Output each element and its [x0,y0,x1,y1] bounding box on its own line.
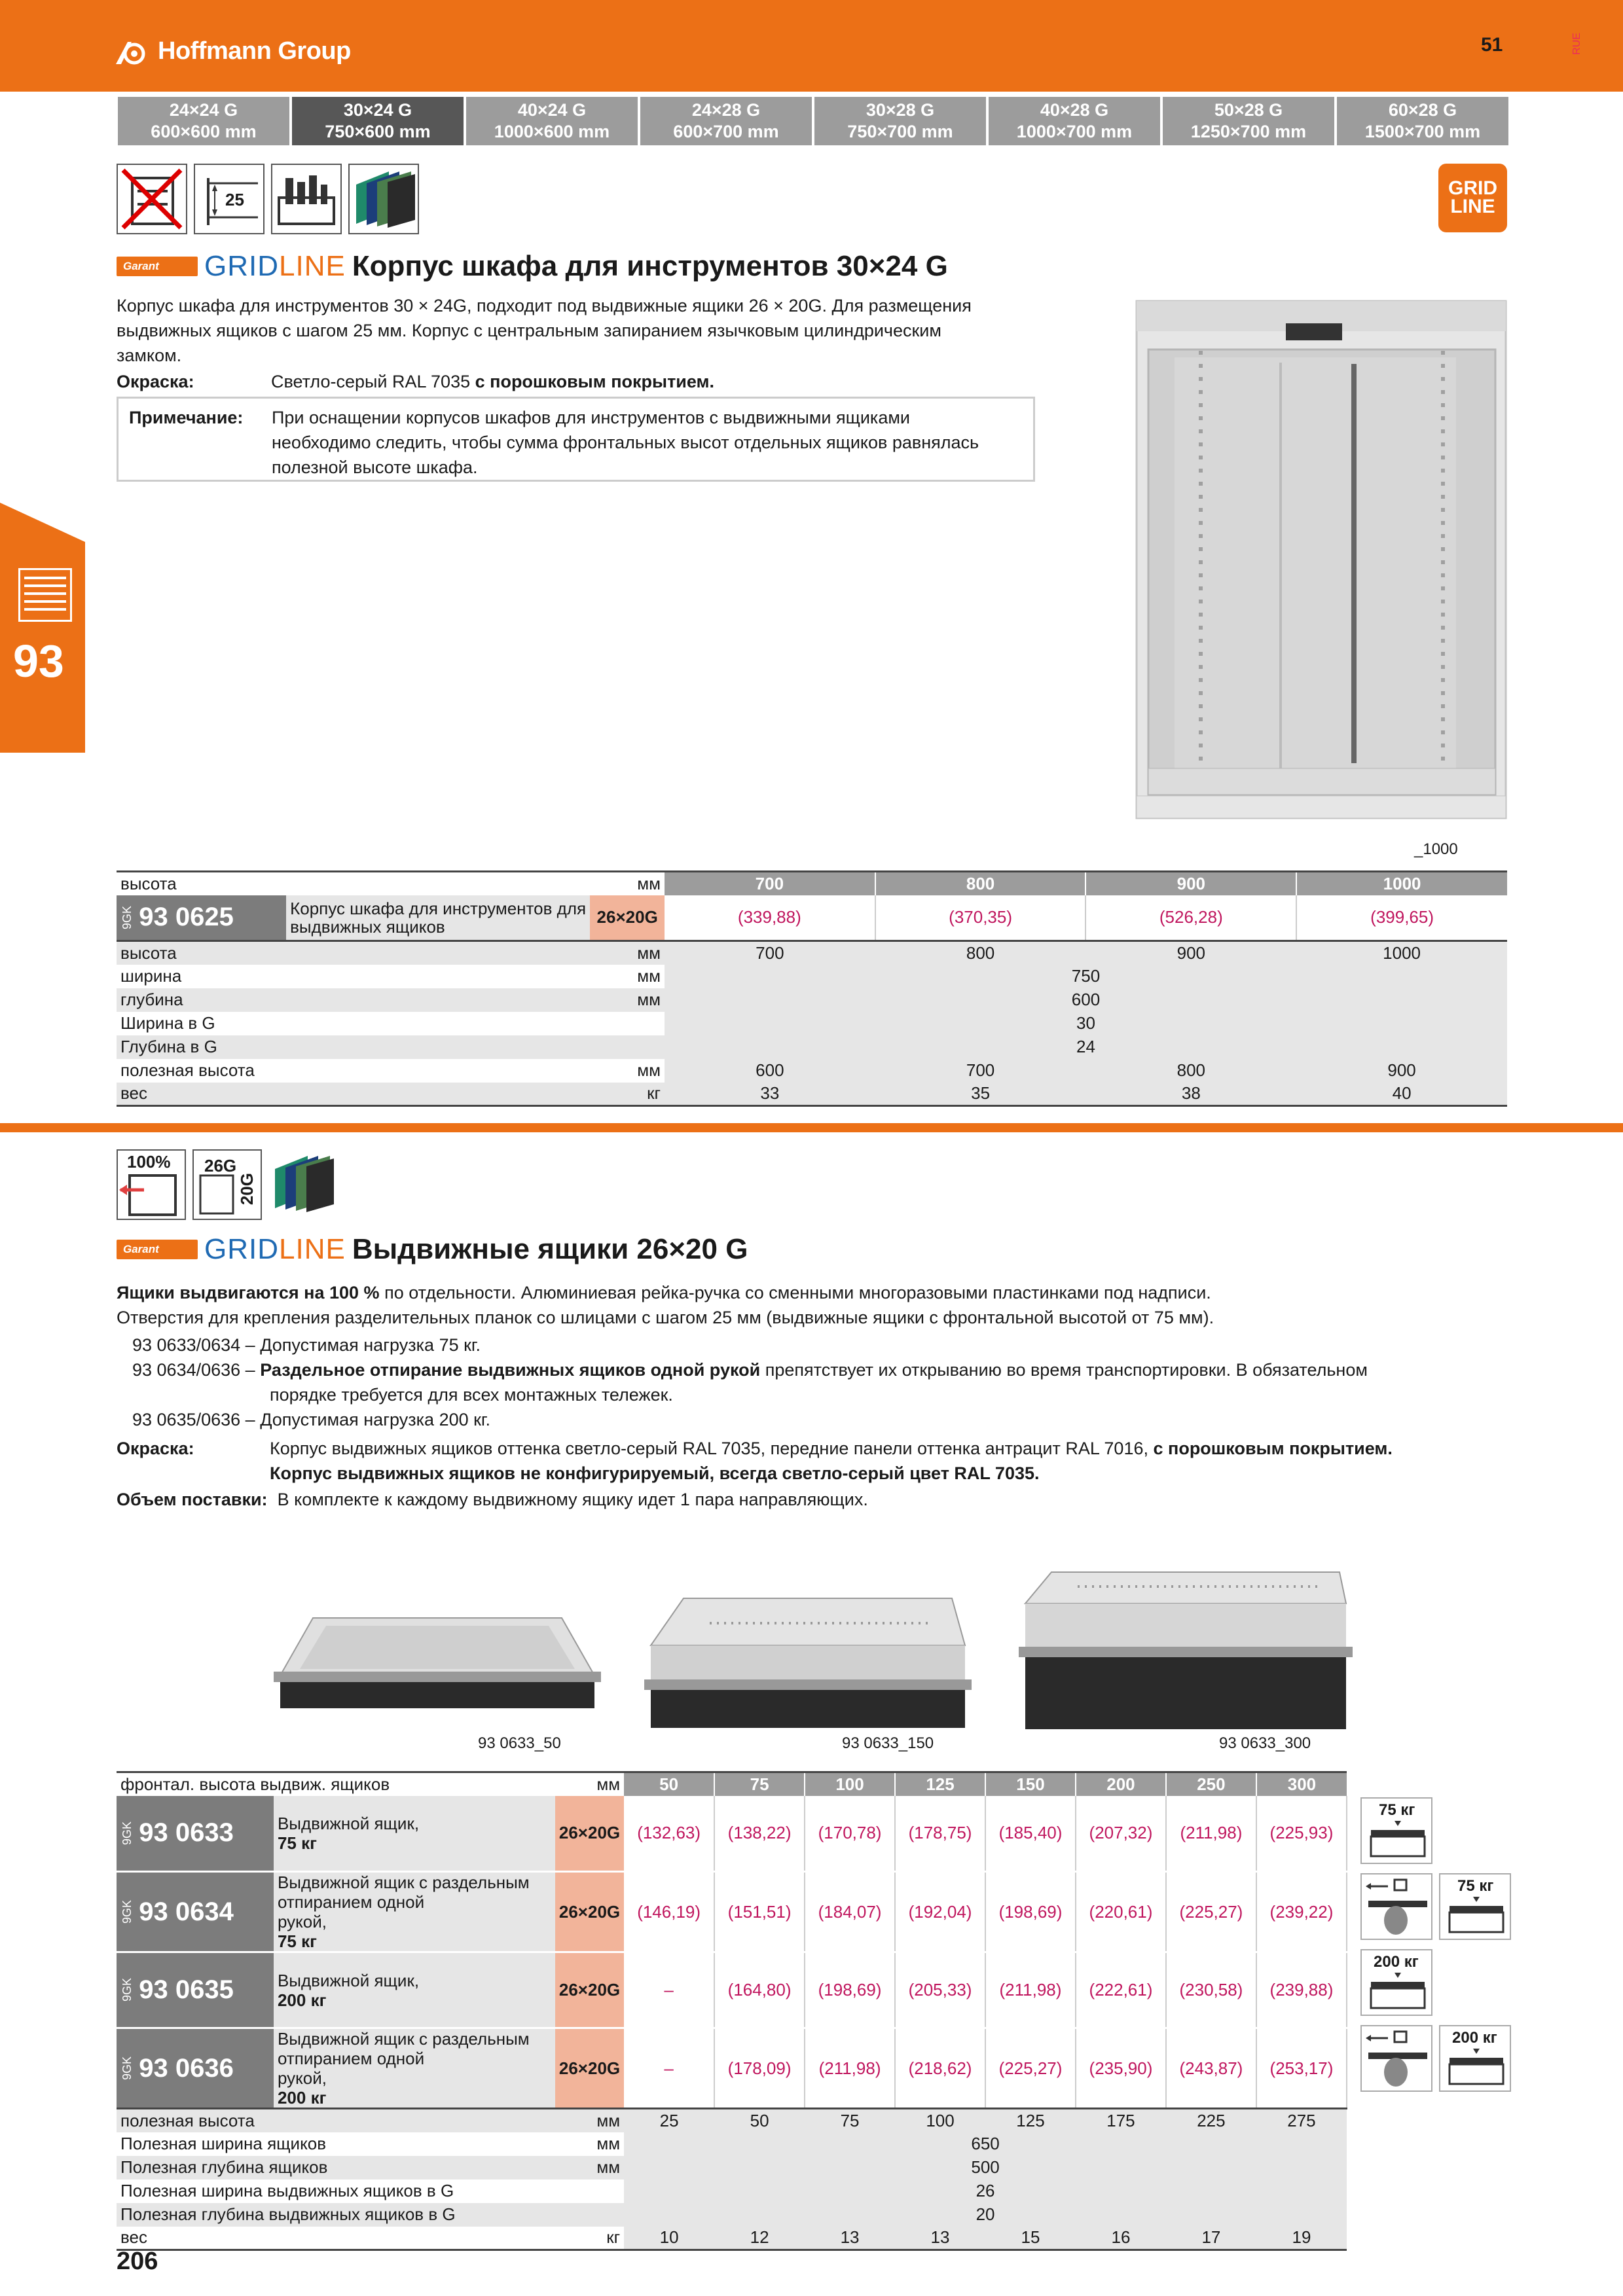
row-value: 20 [976,2204,995,2224]
desc-line: выдвижных ящиков с шагом 25 мм. Корпус с центральным запиранием язычковым цилиндрическим [117,321,941,340]
price-cell: (339,88) [665,895,875,941]
drawer-cabinet-icon [18,568,72,622]
table-row [117,941,1507,965]
height-header: 300 [1256,1772,1347,1796]
paint-label: Окраска: [117,1439,194,1458]
row-label: высота [120,942,177,963]
table-row [117,2179,1347,2203]
section2-heading [117,1233,748,1266]
price-cell: (207,32) [1076,1796,1166,1872]
row-value: 275 [1287,2110,1316,2130]
row-value: 75 [840,2110,860,2130]
size-tab-line2: 1250×700 mm [1190,122,1307,141]
drawer-spec-table [117,1771,1347,2251]
section1-title: Корпус шкафа для инструментов 30×24 G [352,250,948,282]
table-head-row [117,872,1507,895]
article-number: 93 0625 [139,903,234,932]
drawer-image-50 [274,1617,601,1728]
article-load: 75 кг [277,1931,317,1951]
row-value: 500 [971,2157,1000,2177]
article-prefix: 9GK [120,2056,134,2081]
brand-name: Hoffmann Group [158,37,351,65]
load-label: 200 кг [1374,1953,1419,1971]
product-row[interactable] [117,1796,1347,1872]
cabinet-image [1135,298,1508,822]
row-label: Полезная ширина ящиков [120,2134,327,2153]
section2-items [132,1333,1559,1432]
drawer-image-300 [1019,1571,1353,1734]
load-icon-200 [1439,2025,1511,2092]
article-desc-line: Выдвижной ящик с раздельным отпиранием одной [277,2029,530,2068]
item-text: Допустимая нагрузка 200 кг. [260,1410,490,1429]
section1-heading [117,250,948,283]
head-unit: мм [637,873,661,893]
drawer-caption: 93 0633_300 [1219,1734,1311,1752]
color-swatch-icon [348,164,419,234]
gridline-logo-a: GRID [204,250,279,282]
no-ladder-icon [117,164,187,234]
product-row[interactable] [117,1872,1347,1952]
table-row [117,2109,1347,2132]
table-row [117,988,1507,1012]
height-header: 800 [875,872,1086,895]
article-cell [117,2028,274,2109]
price-cell: (132,63) [624,1796,714,1872]
row-label: полезная высота [120,2110,255,2130]
section1-description [117,293,1099,368]
feature-icons-1 [117,164,419,234]
price-cell: (138,22) [714,1796,805,1872]
article-number: 93 0636 [139,2053,234,2083]
size-tab[interactable] [640,97,812,145]
price-cell: (239,22) [1256,1872,1347,1952]
row-unit [555,2179,624,2203]
price-cell: (178,09) [714,2028,805,2109]
section2-paint-label [117,1436,194,1461]
table-row [117,1083,1507,1106]
price-cell: (211,98) [985,1952,1076,2028]
row-value: 40 [1392,1083,1412,1103]
size-tab[interactable] [1337,97,1508,145]
height-header: 50 [624,1772,714,1796]
row-label: глубина [120,990,183,1009]
paint-bold: с порошковым покрытием. [475,372,715,391]
section2-paint [270,1436,1546,1486]
row-unit: мм [596,2157,621,2177]
row-value: 35 [971,1083,991,1103]
price-cell: (225,27) [985,2028,1076,2109]
row-value: 33 [760,1083,780,1103]
article-load: 200 кг [277,1990,327,2010]
size-tab-line2: 600×600 mm [151,122,257,141]
row-label: ширина [120,966,182,986]
row-value: 700 [875,1059,1086,1083]
price-cell: (211,98) [1166,1796,1256,1872]
row-value: 100 [926,2110,955,2130]
row-label: Ширина в G [120,1013,215,1033]
article-desc-line: Выдвижной ящик, [277,1813,420,1833]
size-tab-line1: 40×24 G [517,100,587,120]
desc-p1 [117,1280,1544,1305]
row-value: 10 [624,2227,714,2250]
row-unit: кг [647,1083,661,1103]
desc-p1-bold: Ящики выдвигаются на 100 % [117,1283,380,1302]
size-code: 26×20G [590,895,665,941]
height-header: 100 [805,1772,895,1796]
row-unit [555,2203,624,2227]
row-value: 225 [1197,2110,1226,2130]
drawer-caption: 93 0633_50 [478,1734,561,1752]
row-value: 900 [1296,1059,1507,1083]
table-row [117,2227,1347,2250]
article-cell [117,1796,274,1872]
price-cell: (211,98) [805,2028,895,2109]
price-cell: (192,04) [895,1872,985,1952]
section2-supply [117,1487,868,1512]
height-header: 900 [1085,872,1296,895]
article-number: 93 0633 [139,1818,234,1848]
desc-p1-rest: по отдельности. Алюминиевая рейка-ручка со сменными многоразовыми пластинками под надписи. [384,1283,1211,1302]
row-value: 1000 [1383,942,1421,963]
row-unit: мм [637,1060,661,1080]
price-cell: (526,28) [1085,895,1296,941]
article-cell [117,1952,274,2028]
article-load: 200 кг [277,2088,327,2108]
gridline-logo-b: LINE [279,250,346,282]
row-value: 15 [985,2227,1076,2250]
section2-title: Выдвижные ящики 26×20 G [352,1233,748,1265]
size-tab-line1: 60×28 G [1388,100,1457,120]
price-cell: – [624,1952,714,2028]
size-tab[interactable] [989,97,1160,145]
load-label: 75 кг [1457,1877,1494,1895]
row-unit: мм [596,2134,621,2153]
page-number: 51 [1481,34,1503,56]
article-cell [117,1872,274,1952]
section2-description [117,1280,1544,1330]
full-extension-icon [117,1149,186,1220]
row-value: 19 [1256,2227,1347,2250]
price-cell: (178,75) [895,1796,985,1872]
size-tab-line1: 24×24 G [169,100,238,120]
color-swatch-icon [268,1149,339,1220]
row-label: Полезная глубина ящиков [120,2157,328,2177]
size-code: 26×20G [555,1872,624,1952]
article-description [274,2028,555,2109]
note-line: При оснащении корпусов шкафов для инструментов с выдвижными ящиками [272,408,910,427]
paint-line2: Корпус выдвижных ящиков не конфигурируемый, всегда светло-серый цвет RAL 7035. [270,1463,1040,1483]
article-description [274,1872,555,1952]
section1-paint-value [271,369,714,394]
full-extension-label: 100% [127,1152,171,1172]
footer-page-number: 206 [117,2248,158,2275]
item-code: 93 0635/0636 – [132,1410,255,1429]
row-value: 900 [1176,942,1206,963]
row-value: 600 [1071,990,1101,1009]
size-tab[interactable] [1163,97,1334,145]
size-code: 26×20G [555,1952,624,2028]
article-cell [117,895,286,941]
item-code: 93 0633/0634 – [132,1335,255,1355]
paint-text: Корпус выдвижных ящиков оттенка светло-серый RAL 7035, передние панели оттенка антрацит RAL 7016, [270,1439,1148,1458]
row-value: 750 [665,965,1507,988]
height-header: 200 [1076,1772,1166,1796]
price-cell: (205,33) [895,1952,985,2028]
size-code: 26×20G [555,2028,624,2109]
size-code: 26×20G [555,1796,624,1872]
one-hand-lock-icon [1360,1873,1432,1940]
price-cell: (151,51) [714,1872,805,1952]
load-icon-200 [1360,1949,1432,2016]
size-tab-line1: 50×28 G [1214,100,1283,120]
height-header: 125 [895,1772,985,1796]
garant-logo: Garant [117,257,198,276]
desc-line: Корпус шкафа для инструментов 30 × 24G, подходит под выдвижные ящики 26 × 20G. Для размещения [117,296,972,315]
row-value: 650 [624,2132,1347,2156]
row-value: 26 [624,2179,1347,2203]
item-text: Допустимая нагрузка 75 кг. [260,1335,481,1355]
size-tab-line2: 750×700 mm [847,122,953,141]
table-row[interactable] [117,895,1507,941]
row-unit [590,1012,665,1035]
price-cell: (146,19) [624,1872,714,1952]
price-cell: (185,40) [985,1796,1076,1872]
row-value: 38 [1181,1083,1201,1103]
row-unit: мм [637,942,661,963]
row-value: 25 [659,2110,679,2130]
height-header: 1000 [1296,872,1507,895]
size-tab-line1: 24×28 G [691,100,761,120]
paint-bold: с порошковым покрытием. [1153,1439,1393,1458]
price-cell: (220,61) [1076,1872,1166,1952]
brand-logo[interactable] [115,37,351,65]
size-tab[interactable] [466,97,638,145]
load-icon-75 [1360,1797,1432,1864]
grid-size-g1: 26G [204,1156,237,1175]
section1-note [117,397,1035,482]
section-divider [0,1123,1623,1132]
size-tab-line2: 1000×700 mm [1016,122,1133,141]
drawer-insert-icon [271,164,342,234]
row-value: 700 [756,942,784,963]
price-cell: (225,93) [1256,1796,1347,1872]
load-label: 75 кг [1379,1801,1415,1819]
cabinet-image-caption: _1000 [1414,840,1458,858]
grid-step-label: 25 [225,190,244,209]
article-prefix: 9GK [120,905,134,929]
product-row[interactable] [117,1952,1347,2028]
table-row [117,1059,1507,1083]
article-desc-line: рукой, [277,1912,327,1931]
article-prefix: 9GK [120,1821,134,1845]
row-unit: мм [637,990,661,1009]
article-number: 93 0635 [139,1975,234,2004]
table-head-row [117,1772,1347,1796]
price-cell: (170,78) [805,1796,895,1872]
section1-paint [117,369,194,394]
article-prefix: 9GK [120,1899,134,1924]
row-unit: мм [637,966,661,986]
size-tab-line1: 30×28 G [866,100,935,120]
price-cell: (164,80) [714,1952,805,2028]
article-desc-line: рукой, [277,2068,327,2088]
price-cell: (222,61) [1076,1952,1166,2028]
height-header: 700 [665,872,875,895]
feature-icons-2 [117,1149,339,1220]
size-tab-line2: 1500×700 mm [1364,122,1481,141]
row-value: 16 [1076,2227,1166,2250]
supply-text: В комплекте к каждому выдвижному ящику идет 1 пара направляющих. [277,1490,868,1509]
row-value: 50 [750,2110,769,2130]
price-cell: (239,88) [1256,1952,1347,2028]
size-tab[interactable] [118,97,289,145]
one-hand-lock-icon [1360,2025,1432,2092]
row-value: 30 [665,1012,1507,1035]
row-value: 125 [1016,2110,1045,2130]
load-label: 200 кг [1452,2029,1497,2047]
row-label: вес [120,1083,147,1103]
item-bold: Раздельное отпирание выдвижных ящиков одной рукой [260,1360,761,1380]
size-tabs [118,97,1508,145]
head-label: фронтал. высота выдвиж. ящиков [120,1774,390,1794]
row-value: 17 [1166,2227,1256,2250]
price-cell: – [624,2028,714,2109]
item-text: препятствует их открыванию во время транспортировки. В обязательном [765,1360,1368,1380]
price-cell: (235,90) [1076,2028,1166,2109]
table-row [117,965,1507,988]
price-cell: (218,62) [895,2028,985,2109]
price-cell: (370,35) [875,895,1086,941]
row-label: полезная высота [120,1060,255,1080]
desc-line: замком. [117,346,182,365]
row-label: вес [120,2227,147,2248]
price-cell: (198,69) [805,1952,895,2028]
row-unit: кг [606,2227,621,2248]
gridline-logo [204,1233,346,1266]
price-cell: (399,65) [1370,907,1434,927]
drawer-caption: 93 0633_150 [842,1734,934,1752]
supply-label: Объем поставки: [117,1490,268,1509]
row-value: 12 [714,2227,805,2250]
grid-size-g2: 20G [237,1173,257,1206]
size-tab-line2: 600×700 mm [673,122,779,141]
note-line: полезной высоте шкафа. [272,457,478,477]
row-unit: мм [596,2110,621,2130]
garant-logo: Garant [117,1240,198,1259]
row-value: 175 [1106,2110,1135,2130]
gridline-badge-line2: LINE [1450,196,1495,217]
price-cell: (198,69) [985,1872,1076,1952]
table-row [117,2132,1347,2156]
chapter-number: 93 [13,636,64,687]
price-cell: (253,17) [1256,2028,1347,2109]
size-tab[interactable] [814,97,986,145]
size-tab-line1: 40×28 G [1040,100,1109,120]
size-tab-line2: 750×600 mm [325,122,431,141]
row-label: Глубина в G [120,1037,217,1056]
size-tab-active[interactable] [292,97,464,145]
row-value: 600 [665,1059,875,1083]
article-desc-line: Выдвижной ящик, [277,1970,420,1990]
desc-p2: Отверстия для крепления разделительных планок со шлицами с шагом 25 мм (выдвижные ящики с фронтальной высотой от 75 мм). [117,1308,1214,1327]
article-load: 75 кг [277,1833,317,1853]
size-tab-line2: 1000×600 mm [494,122,610,141]
hoffmann-logo-icon [115,37,153,65]
gridline-logo [204,250,346,283]
note-line: необходимо следить, чтобы сумма фронтальных высот отдельных ящиков равнялась [272,433,979,452]
row-unit [590,1035,665,1059]
paint-label: Окраска: [117,372,194,391]
article-description: Корпус шкафа для инструментов для выдвижных ящиков [286,895,590,941]
article-desc-line: Выдвижной ящик с раздельным отпиранием одной [277,1873,530,1912]
note-label: Примечание: [129,408,244,427]
table-row [117,2203,1347,2227]
chapter-side-tab[interactable] [0,503,85,753]
height-header: 250 [1166,1772,1256,1796]
side-code: RUE [1571,33,1582,55]
paint-text: Светло-серый RAL 7035 [271,372,471,391]
price-cell: (184,07) [805,1872,895,1952]
size-tab-line1: 30×24 G [343,100,412,120]
cabinet-spec-table [117,870,1507,1107]
row-value: 800 [966,942,995,963]
head-label: высота [117,872,590,895]
article-description [274,1952,555,2028]
height-header: 150 [985,1772,1076,1796]
gridline-logo-b: LINE [279,1233,346,1265]
head-unit: мм [596,1774,621,1794]
price-cell: (243,87) [1166,2028,1256,2109]
price-cell: (225,27) [1166,1872,1256,1952]
gridline-logo-a: GRID [204,1233,279,1265]
row-value: 24 [1076,1037,1095,1056]
height-header: 75 [714,1772,805,1796]
drawer-image-150 [644,1597,972,1734]
table-row [117,2156,1347,2179]
table-row [117,1035,1507,1059]
item-text: порядке требуется для всех монтажных тележек. [270,1385,673,1405]
row-value: 13 [805,2227,895,2250]
table-row [117,1012,1507,1035]
article-number: 93 0634 [139,1897,234,1926]
row-label: Полезная глубина выдвижных ящиков в G [120,2204,456,2224]
price-cell: (230,58) [1166,1952,1256,2028]
row-value: 13 [895,2227,985,2250]
grid-step-icon [194,164,264,234]
row-label: Полезная ширина выдвижных ящиков в G [120,2181,454,2200]
article-description [274,1796,555,1872]
gridline-badge-line1: GRID [1448,177,1497,199]
article-prefix: 9GK [120,1978,134,2002]
grid-size-icon [192,1149,262,1220]
item-code: 93 0634/0636 – [132,1360,255,1380]
row-value: 800 [1085,1059,1296,1083]
product-row[interactable] [117,2028,1347,2109]
load-icon-75 [1439,1873,1511,1940]
gridline-badge [1438,164,1507,232]
